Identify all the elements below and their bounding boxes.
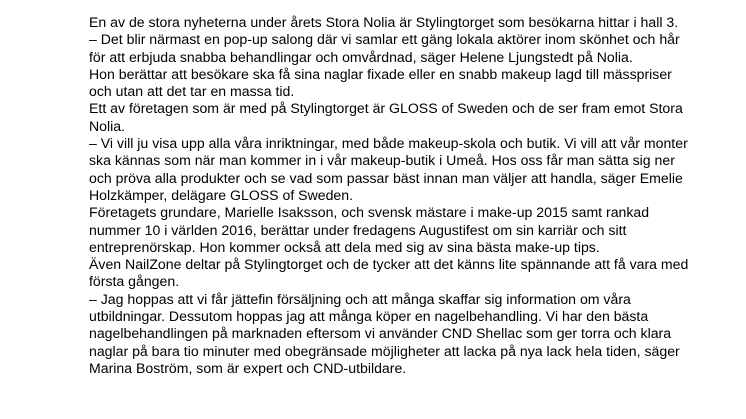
article-body [89,14,689,377]
paragraph-founder: Företagets grundare, Marielle Isaksson, och svensk mästare i make-up 2015 samt rankad nummer 10 i världen 2016, berättar under fredagens Augustifest om sin karriär och sitt entreprenörskap. Hon kommer också att dela med sig av sina bästa make-up tips. [89,204,650,255]
paragraph-quote-emelie: – Vi vill ju visa upp alla våra inriktningar, med både makeup-skola och butik. Vi vill att vår monter ska kännas som när man kommer in i vår makeup-butik i Umeå. Hos oss får man sätta sig ner och pröva alla produkter och se vad som passar bäst innan man väljer att handla, säger Emelie Holzkämper, delägare GLOSS of Sweden. [89,135,688,203]
paragraph-nailzone: Även NailZone deltar på Stylingtorget och de tycker att det känns lite spännande att få vara med första gången. [89,256,689,290]
paragraph-intro: En av de stora nyheterna under årets Stora Nolia är Stylingtorget som besökarna hittar i hall 3. [89,14,679,30]
paragraph-visitors: Hon berättar att besökare ska få sina naglar fixade eller en snabb makeup lagd till mässpriser och utan att det tar en massa tid. [89,65,672,100]
paragraph-quote-nailzone: – Jag hoppas att vi får jättefin försäljning och att många skaffar sig information om våra utbildningar. Dessutom hoppas jag att många köper en nagelbehandling. Vi har den bästa nagelbehandlingen på marknaden eftersom vi använder CND Shellac som ger torra och klara naglar på bara tio minuter med obegränsade möjligheter att lacka på nya lack hela tiden, säger Marina Boström, som är expert och CND-utbildare. [89,290,680,376]
paragraph-gloss-intro: Ett av företagen som är med på Stylingtorget är GLOSS of Sweden och de ser fram emot Stora Nolia. [89,100,683,134]
paragraph-quote-helene: – Det blir närmast en pop-up salong där vi samlar ett gäng lokala aktörer inom skönhet och hår för att erbjuda snabba behandlingar och omvårdnad, säger Helene Ljungstedt på Nolia. [89,31,680,65]
